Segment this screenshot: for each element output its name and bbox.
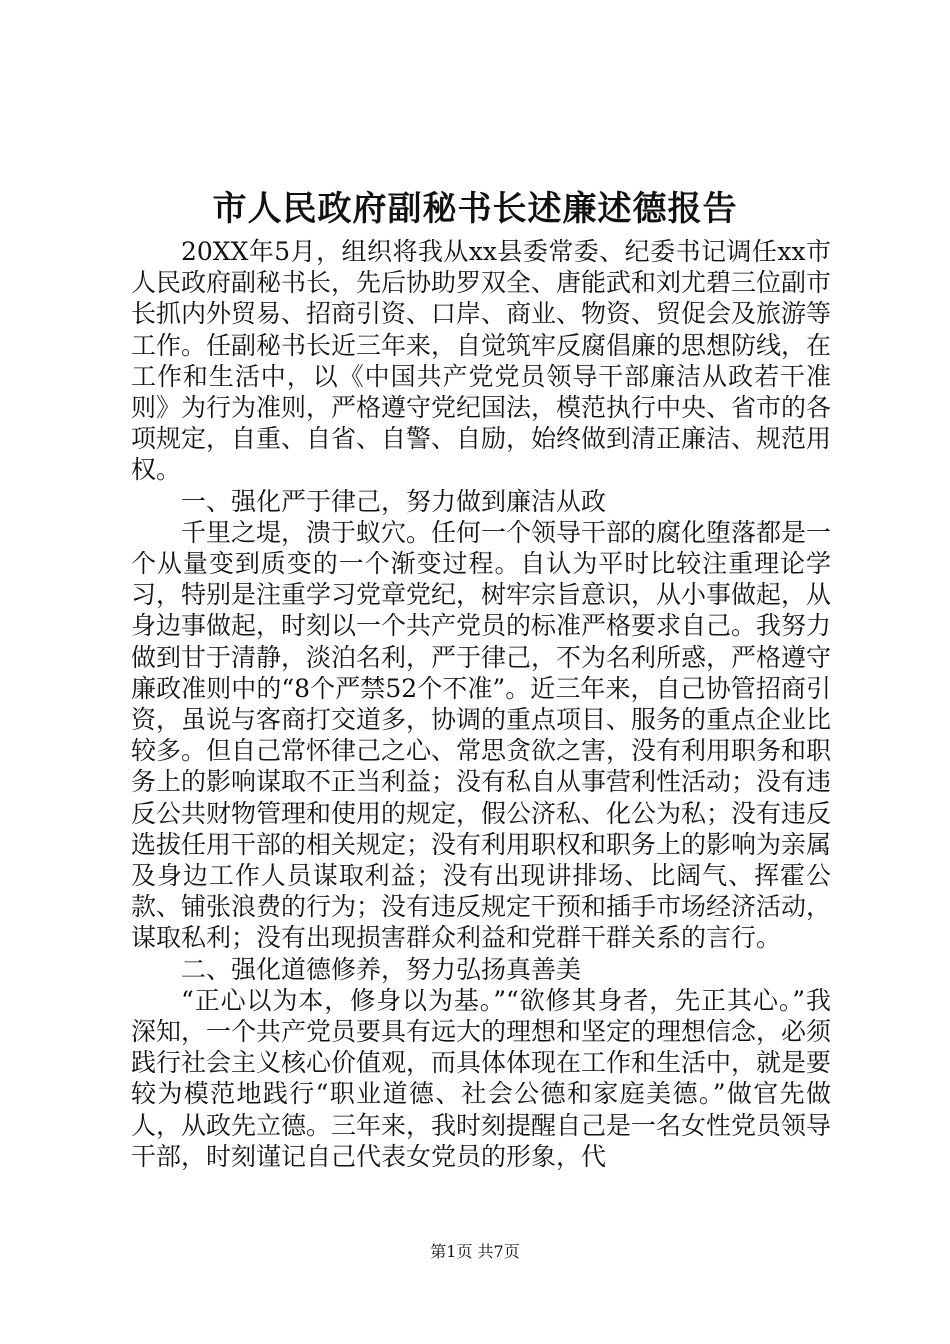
- document-body: [131, 236, 831, 1172]
- paragraph-section-2: “正心以为本，修身以为基。”“欲修其身者，先正其心。”我深知，一个共产党员要具有远大的理想和坚定的理想信念，必须践行社会主义核心价值观，而具体体现在工作和生活中，就是要较为模范地践行“职业道德、社会公德和家庭美德。”做官先做人，从政先立德。三年来，我时刻提醒自己是一名女性党员领导干部，时刻谨记自己代表女党员的形象，代: [131, 985, 832, 1171]
- paragraph-section-1: 千里之堤，溃于蚁穴。任何一个领导干部的腐化堕落都是一个从量变到质变的一个渐变过程。自认为平时比较注重理论学习，特别是注重学习党章党纪，树牢宗旨意识，从小事做起，从身边事做起，时刻以一个共产党员的标准严格要求自己。我努力做到甘于清静，淡泊名利，严于律己，不为名利所惑，严格遵守廉政准则中的“8个严禁52个不准”。近三年来，自己协管招商引资，虽说与客商打交道多，协调的重点项目、服务的重点企业比较多。但自己常怀律己之心、常思贪欲之害，没有利用职务和职务上的影响谋取不正当利益；没有私自从事营利性活动；没有违反公共财物管理和使用的规定，假公济私、化公为私；没有违反选拔任用干部的相关规定；没有利用职权和职务上的影响为亲属及身边工作人员谋取利益；没有出现讲排场、比阔气、挥霍公款、铺张浪费的行为；没有违反规定干预和插手市场经济活动，谋取私利；没有出现损害群众利益和党群干群关系的言行。: [131, 517, 832, 953]
- section-heading-1: 一、强化严于律己，努力做到廉洁从政: [181, 486, 607, 516]
- document-title: 市人民政府副秘书长述廉述德报告: [212, 189, 738, 229]
- section-heading-2: 二、强化道德修养，努力弘扬真善美: [181, 954, 582, 984]
- page-number-footer: 第1页 共7页: [430, 1242, 520, 1261]
- paragraph-intro: 20XX年5月，组织将我从xx县委常委、纪委书记调任xx市人民政府副秘书长，先后协助罗双全、唐能武和刘尤碧三位副市长抓内外贸易、招商引资、口岸、商业、物资、贸促会及旅游等工作。任副秘书长近三年来，自觉筑牢反腐倡廉的思想防线，在工作和生活中，以《中国共产党党员领导干部廉洁从政若干准则》为行为准则，严格遵守党纪国法，模范执行中央、省市的各项规定，自重、自省、自警、自励，始终做到清正廉洁、规范用权。: [131, 237, 832, 485]
